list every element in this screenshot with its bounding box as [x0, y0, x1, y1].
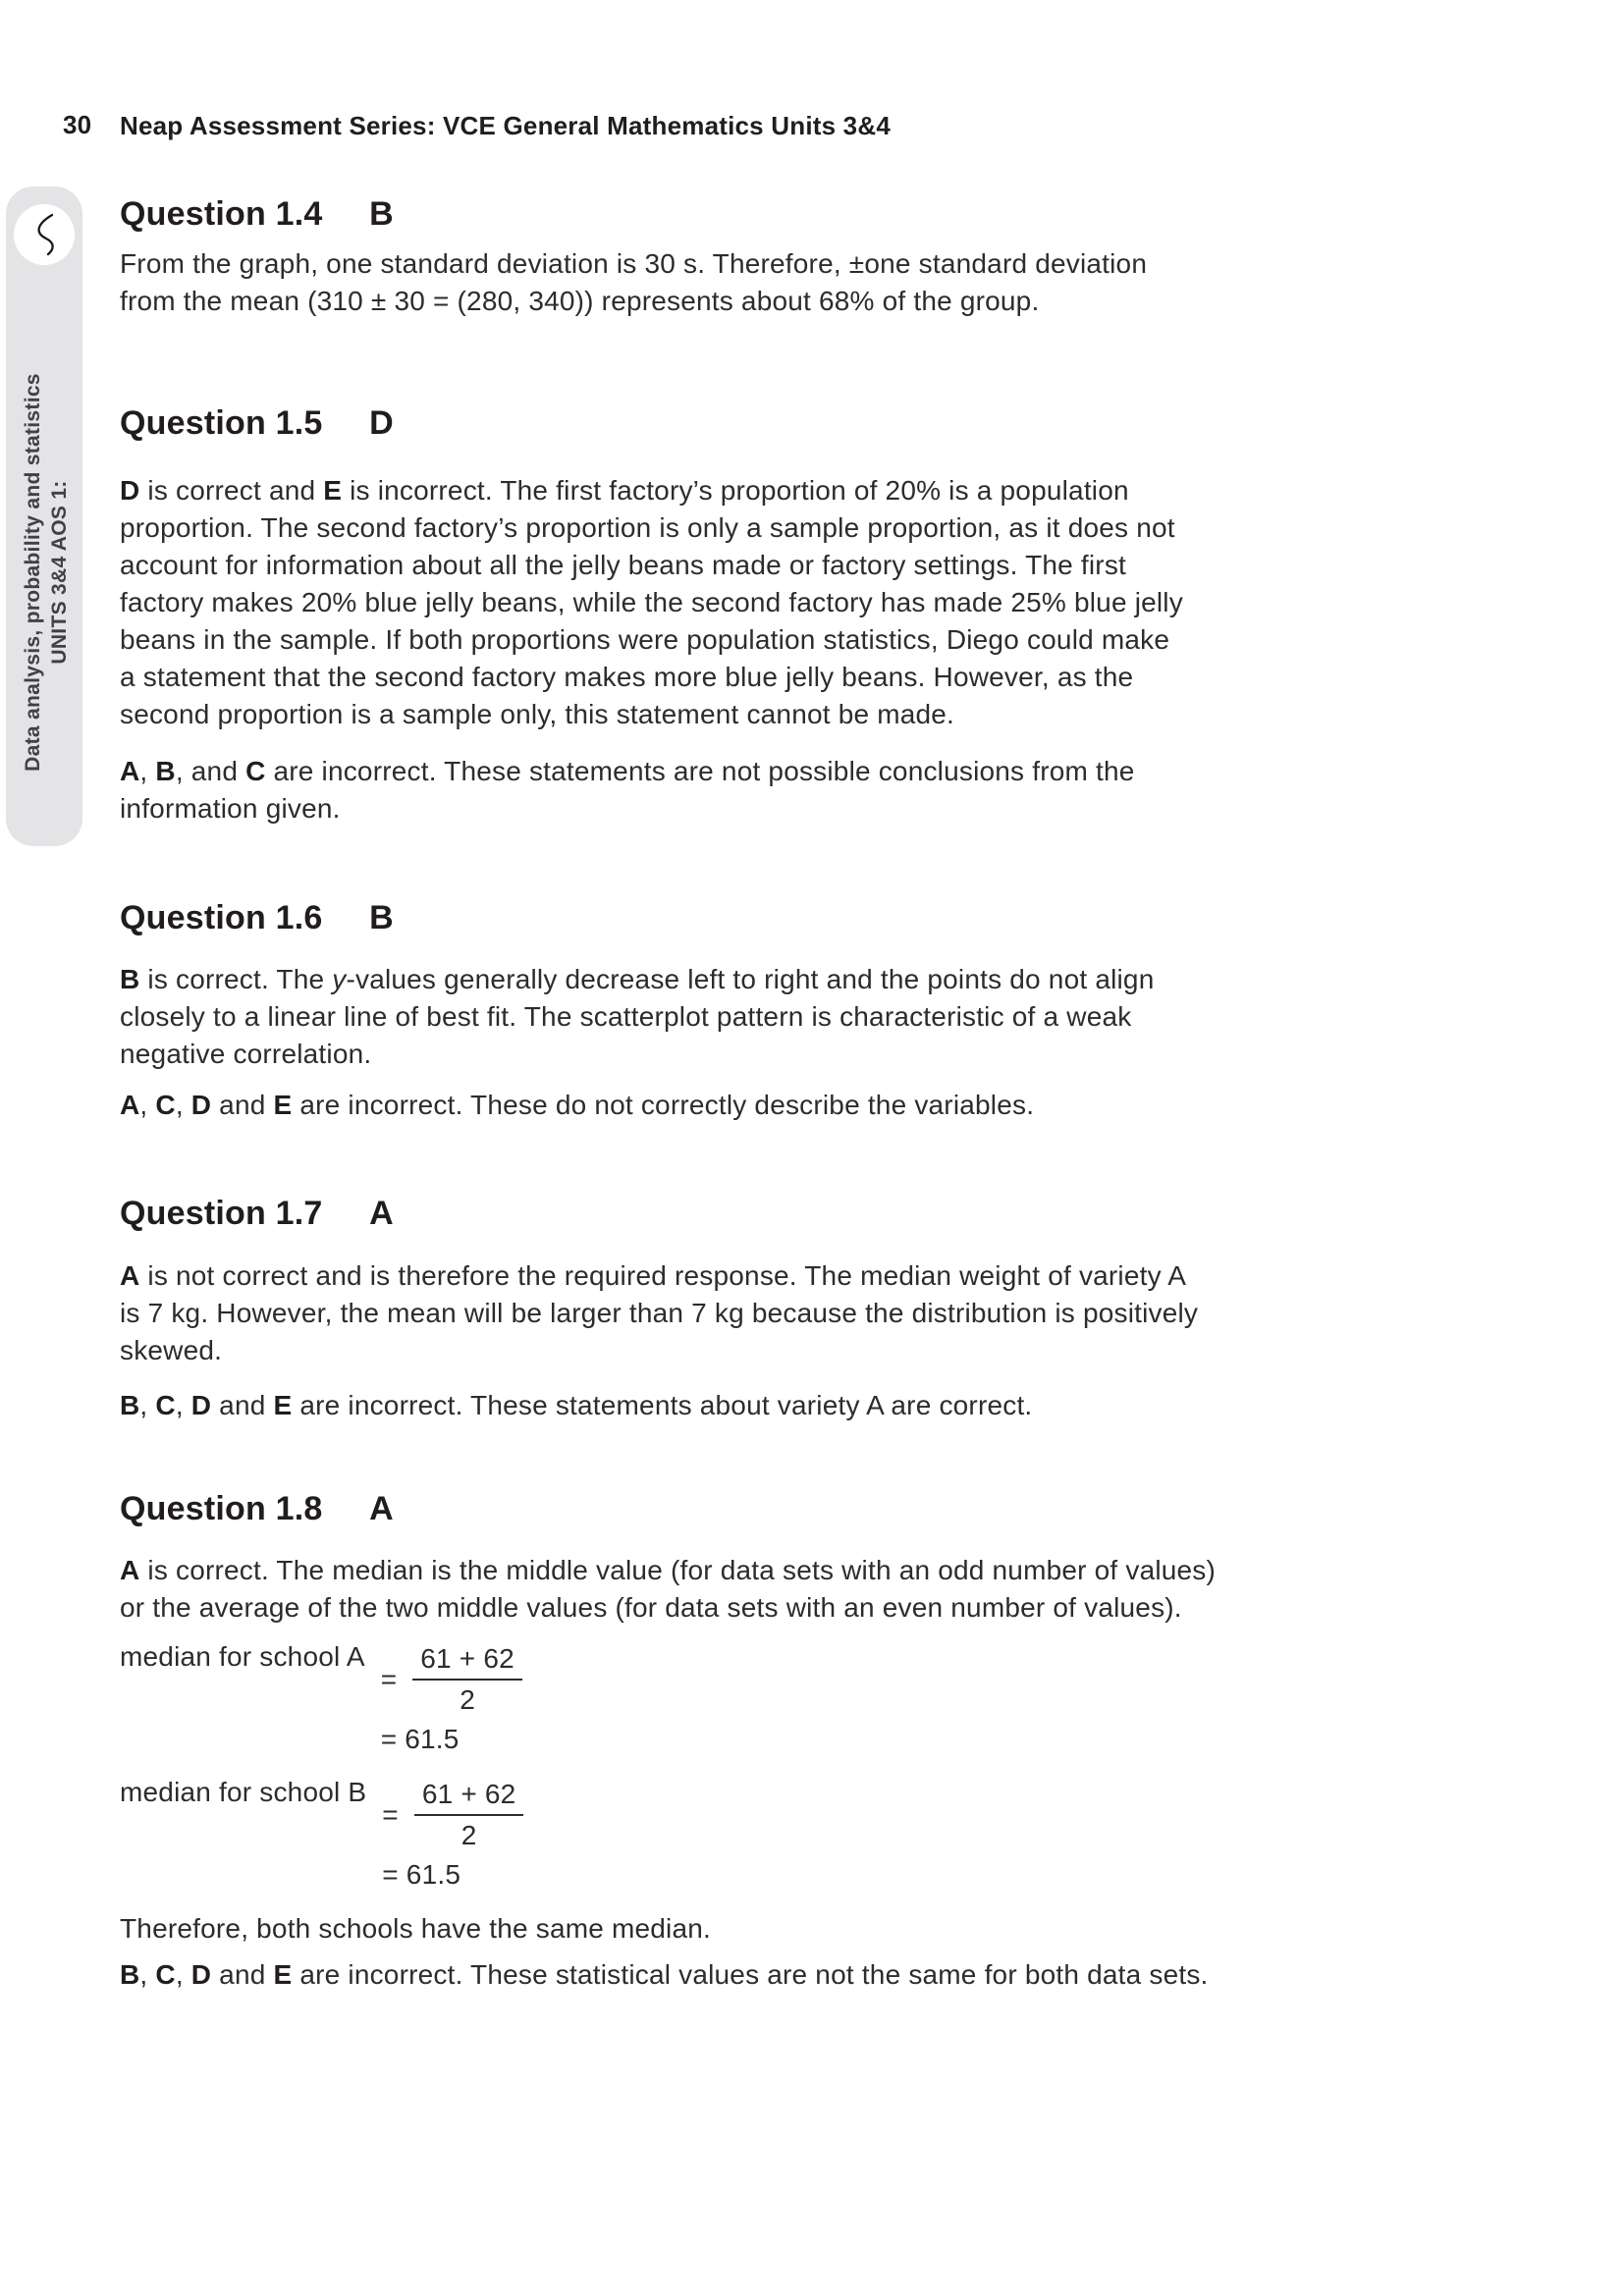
question-1-6-heading: [120, 898, 394, 937]
math-result: = 61.5: [382, 1859, 461, 1890]
equals-sign: =: [380, 1664, 398, 1694]
question-1-4-explanation: From the graph, one standard deviation is 30 s. Therefore, ±one standard deviation from the mean (310 ± 30 = (280, 340)) represents about 68% of the group.: [120, 248, 1148, 316]
question-number: Question 1.4: [120, 195, 323, 233]
question-1-5-explanation: D is correct and E is incorrect. The first factory’s proportion of 20% is a population proportion. The second factory’s proportion is only a sample proportion, as it does not account for information about all the jelly beans made or factory settings. The first factory makes 20% blue jelly beans, while the second factory has made 25% blue jelly beans in the sample. If both proportions were population statistics, Diego could make a statement that the second factory makes more blue jelly beans. However, as the second proportion is a sample only, this statement cannot be made.: [120, 475, 1183, 729]
question-1-4-heading: [120, 194, 394, 234]
question-1-8-incorrect-options: B, C, D and E are incorrect. These statistical values are not the same for both data sets.: [120, 1959, 1209, 1990]
answer-letter: B: [369, 899, 394, 936]
document-title: Neap Assessment Series: VCE General Mathematics Units 3&4: [120, 111, 891, 140]
solutions-content: [120, 0, 1514, 2296]
question-1-6-incorrect-options: A, C, D and E are incorrect. These do not correctly describe the variables.: [120, 1090, 1035, 1120]
section-tab-label: [20, 187, 73, 957]
equals-sign: =: [382, 1799, 399, 1830]
question-number: Question 1.6: [120, 899, 323, 936]
fraction-denominator: 2: [414, 1814, 524, 1853]
question-number: Question 1.7: [120, 1195, 323, 1232]
fraction: [412, 1641, 522, 1718]
fraction-numerator: 61 + 62: [421, 1779, 516, 1809]
median-working-school-b: [120, 1777, 523, 1891]
math-expression: [366, 1777, 523, 1853]
fraction-numerator: 61 + 62: [420, 1643, 514, 1674]
question-1-8-heading: [120, 1489, 394, 1528]
question-1-6-explanation: B is correct. The y-values generally decrease left to right and the points do not align closely to a linear line of best fit. The scatterplot pattern is characteristic of a weak negative correlation.: [120, 964, 1155, 1069]
question-number: Question 1.8: [120, 1490, 323, 1527]
question-1-7-heading: [120, 1194, 394, 1233]
math-label: median for school A: [120, 1641, 365, 1672]
median-working-school-a: [120, 1641, 522, 1755]
answer-letter: A: [369, 1195, 394, 1232]
question-1-8-explanation: A is correct. The median is the middle value (for data sets with an odd number of values) or the average of the two middle values (for data sets with an even number of values).: [120, 1555, 1217, 1623]
answer-letter: B: [369, 195, 394, 233]
math-label: median for school B: [120, 1777, 367, 1807]
question-1-7-explanation: A is not correct and is therefore the required response. The median weight of variety A is 7 kg. However, the mean will be larger than 7 kg because the distribution is positively skewed.: [120, 1260, 1199, 1365]
question-1-7-incorrect-options: B, C, D and E are incorrect. These statements about variety A are correct.: [120, 1390, 1033, 1420]
question-1-5-heading: [120, 403, 394, 443]
fraction-denominator: 2: [412, 1679, 522, 1718]
sidebar-unit-label: UNITS 3&4 AOS 1:: [48, 480, 71, 665]
question-1-5-incorrect-options: A, B, and C are incorrect. These statements are not possible conclusions from the information given.: [120, 756, 1135, 824]
fraction: [414, 1777, 524, 1853]
math-expression: [365, 1641, 522, 1718]
page-number: 30: [63, 110, 92, 139]
sidebar-topic-label: Data analysis, probability and statistics: [22, 373, 44, 772]
answer-letter: A: [369, 1490, 394, 1527]
math-result: = 61.5: [380, 1724, 460, 1754]
question-number: Question 1.5: [120, 404, 323, 442]
answer-letter: D: [369, 404, 394, 442]
spacer: [120, 1724, 365, 1755]
question-1-8-conclusion: Therefore, both schools have the same median.: [120, 1913, 712, 1944]
spacer: [120, 1859, 366, 1891]
